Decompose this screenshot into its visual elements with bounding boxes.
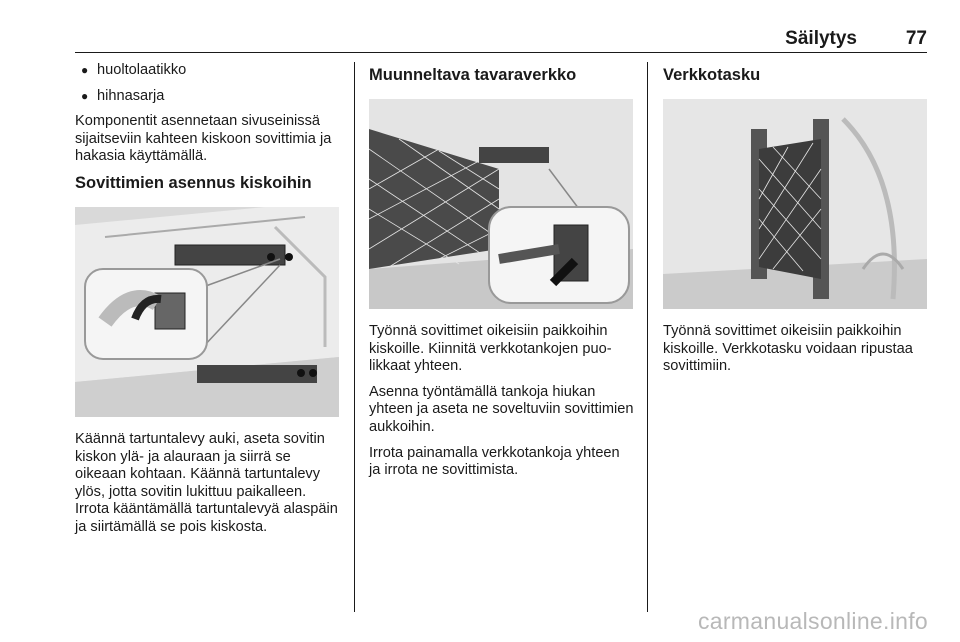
intro-paragraph: Komponentit asennetaan sivuseinissä sijaitseviin kahteen kiskoon sovittimia ja hakasia käyttämällä. [75, 113, 332, 165]
instruction-paragraph-1: Työnnä sovittimet oikeisiin paikkoihin kiskoille. Kiinnitä verkkotankojen puolikkaat yhteen. [369, 323, 612, 375]
column-2 [369, 62, 634, 488]
bullet-icon: ● [81, 88, 89, 103]
instructions-paragraph: Käännä tartuntalevy auki, aseta sovitin kiskon ylä- ja alauraan ja siirrä se oikeaan kohtaan. Käännä tartuntalevy ylös, jotta sovitin lukittuu paikalleen. Irrota kääntämällä tartuntalevyä alaspäin ja siirtämällä se pois kiskosta. [75, 430, 338, 535]
section-title: Säilytys [785, 28, 857, 49]
column-1 [75, 62, 343, 545]
section-heading: Verkkotasku [663, 66, 761, 84]
list-item [75, 62, 343, 80]
column-divider [354, 62, 355, 612]
instruction-paragraph-2: Asenna työntämällä tankoja hiukan yhteen ja aseta ne soveltuviin sovittimien aukkoihin. [369, 383, 634, 435]
instruction-paragraph: Työnnä sovittimet oikeisiin paikkoihin kiskoille. Verkkotasku voidaan ripustaa sovittimiin. [663, 323, 913, 375]
section-heading: Muunneltava tavaraverkko [369, 66, 577, 84]
list-item [75, 88, 343, 106]
list-item-text: huoltolaatikko [97, 62, 187, 78]
cargo-net-illustration [369, 99, 633, 309]
bullet-icon: ● [81, 63, 89, 77]
section-heading: Sovittimien asennus kiskoihin [75, 173, 312, 192]
net-pocket-illustration [663, 99, 927, 309]
list-item-text: hihnasarja [97, 87, 165, 104]
page-number: 77 [905, 28, 927, 49]
page-header [75, 28, 927, 53]
watermark: carmanualsonline.info [697, 608, 928, 634]
column-divider [647, 62, 648, 612]
instruction-paragraph-3: Irrota painamalla verkkotankoja yhteen ja irrota ne sovittimista. [369, 444, 620, 479]
rail-adapter-illustration [75, 207, 339, 417]
column-3 [663, 62, 928, 384]
